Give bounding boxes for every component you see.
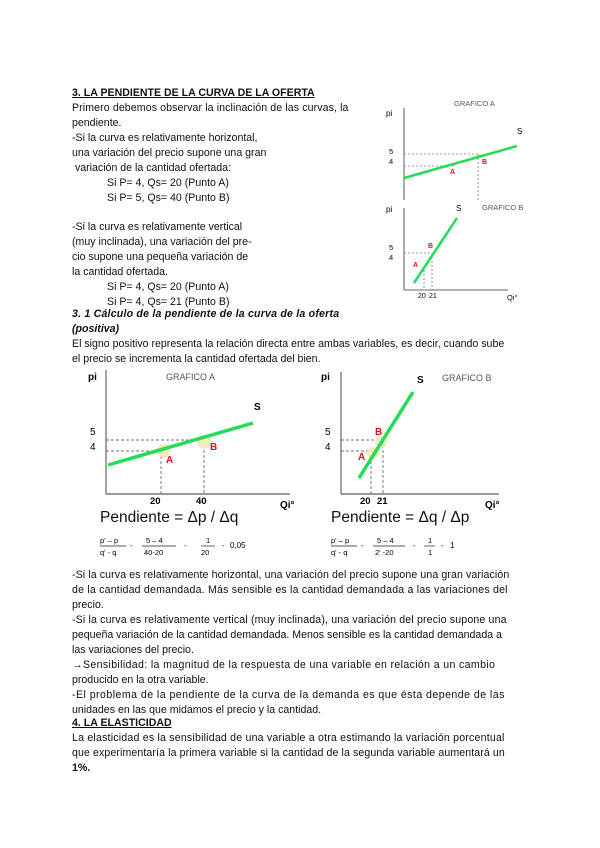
calc-a-den-3: 20	[201, 548, 210, 557]
graph-a-curve	[108, 423, 253, 465]
calc-a-eq-1: -	[130, 541, 133, 550]
calc-b-num-2: 5 – 4	[377, 536, 394, 545]
graph-b-tick-4: 4	[325, 442, 331, 453]
graph-b-q-axis: Qi°	[485, 500, 500, 511]
explain-line-2: de la cantidad demandada. Más sensible es la cantidad demandada a las variaciones del	[72, 584, 508, 596]
calc-a-den-1: q' - q	[100, 548, 117, 557]
graph-a	[80, 362, 310, 514]
section31-body-line1: El signo positivo representa la relación directa entre ambas variables, es decir, cuando sube	[72, 338, 505, 350]
small-a-curve	[404, 146, 517, 178]
horizontal-text-2: una variación del precio supone una gran	[72, 147, 267, 159]
small-a-tick-5: 5	[389, 147, 394, 156]
graph-b-calculation	[331, 534, 481, 558]
graph-b-point-a: A	[358, 452, 366, 463]
calc-a-eq-2: -	[184, 541, 187, 550]
small-a-point-a: A	[450, 169, 456, 176]
section3-heading: 3. LA PENDIENTE DE LA CURVA DE LA OFERTA	[72, 87, 315, 99]
small-b-s-label: S	[456, 204, 462, 213]
section31-body-line2: el precio se incrementa la cantidad ofertada del bien.	[72, 353, 321, 365]
graph-b-point-b: B	[375, 427, 383, 438]
section3-intro-line1: Primero debemos observar la inclinación de las curvas, la	[72, 102, 349, 114]
small-b-point-b: B	[428, 243, 434, 250]
small-a-point-b: B	[482, 159, 488, 166]
horizontal-case-a: Si P= 4, Qs= 20 (Punto A)	[107, 177, 229, 189]
calc-a-den-2: 40-20	[144, 548, 164, 557]
small-a-title: GRAFICO A	[454, 99, 495, 108]
calc-b-den-2: 2' -20	[375, 548, 394, 557]
explain-line-8: producido en la otra variable.	[72, 674, 209, 686]
graph-b-title: GRAFICO B	[442, 373, 492, 383]
calc-a-num-2: 5 – 4	[146, 536, 163, 545]
small-b-tick-20: 20	[418, 293, 426, 300]
graph-a-formula: Pendiente = Δp / Δq	[100, 509, 239, 526]
graph-b-curve	[359, 392, 413, 478]
graph-a-p-axis: pi	[88, 372, 97, 383]
graph-a-tick-20: 20	[150, 496, 161, 507]
vertical-text-1: -Si la curva es relativamente vertical	[72, 221, 243, 233]
section4-body-line2: que experimentaría la primera variable si la cantidad de la segunda variable aumentará un	[72, 747, 505, 759]
horizontal-case-b: Si P= 5, Qs= 40 (Punto B)	[107, 192, 230, 204]
vertical-text-4: la cantidad ofertada.	[72, 266, 169, 278]
small-graphs	[380, 90, 540, 308]
calc-b-den-3: 1	[428, 548, 433, 557]
vertical-text-3: cio supone una pequeña variación de	[72, 251, 249, 263]
calc-a-num-3: 1	[206, 536, 211, 545]
calc-a-eq-3: -	[222, 541, 225, 550]
horizontal-text-3: variación de la cantidad ofertada:	[72, 162, 232, 174]
graph-b-tick-5: 5	[325, 427, 331, 438]
small-b-tick-5: 5	[389, 243, 394, 252]
vertical-case-b: Si P= 4, Qs= 21 (Punto B)	[107, 296, 230, 308]
small-a-s-label: S	[517, 127, 523, 136]
explain-line-6: las variaciones del precio.	[72, 644, 194, 656]
calc-b-eq-3: -	[441, 541, 444, 550]
section4-heading: 4. LA ELASTICIDAD	[72, 717, 172, 729]
vertical-text-2: (muy inclinada), una variación del pre-	[72, 236, 252, 248]
graph-a-point-a: A	[166, 455, 174, 466]
graph-b	[315, 362, 515, 514]
small-a-p-axis: pi	[386, 109, 393, 118]
small-b-tick-21: 21	[429, 293, 437, 300]
section4-body-line1: La elasticidad es la sensibilidad de una variable a otra estimando la variación porcentual	[72, 732, 505, 744]
vertical-case-a: Si P= 4, Qs= 20 (Punto A)	[107, 281, 229, 293]
horizontal-text-1: -Si la curva es relativamente horizontal,	[72, 132, 258, 144]
explain-line-9: -El problema de la pendiente de la curva de la demanda es que ésta depende de las	[72, 689, 505, 701]
calc-a-result: 0,05	[230, 541, 246, 550]
small-b-tick-4: 4	[389, 253, 394, 262]
explain-line-3: precio.	[72, 599, 104, 611]
small-b-q-axis: Qi°	[507, 293, 518, 302]
explain-line-7: →Sensibilidad: la magnitud de la respuesta de una variable en relación a un cambio	[72, 659, 496, 671]
graph-a-tick-4: 4	[90, 442, 96, 453]
calc-b-den-1: q' - q	[331, 548, 348, 557]
calc-a-num-1: p' – p	[100, 536, 119, 545]
graph-a-point-b: B	[210, 442, 218, 453]
graph-a-calculation	[100, 534, 260, 558]
calc-b-num-3: 1	[428, 536, 433, 545]
graph-a-s-label: S	[254, 402, 261, 413]
graph-a-title: GRAFICO A	[166, 372, 216, 382]
small-b-p-axis: pi	[386, 205, 393, 214]
explain-line-4: -Si la curva es relativamente vertical (muy inclinada), una variación del precio supone una	[72, 614, 507, 626]
graph-a-tick-5: 5	[90, 427, 96, 438]
graph-b-tick-20: 20	[360, 496, 371, 507]
graph-b-formula: Pendiente = Δq / Δp	[331, 509, 470, 526]
explain-line-10: unidades en las que midamos el precio y la cantidad.	[72, 704, 322, 716]
small-b-title: GRAFICO B	[482, 203, 524, 212]
graph-a-tick-40: 40	[196, 496, 207, 507]
small-a-tick-4: 4	[389, 157, 394, 166]
calc-b-eq-1: -	[361, 541, 364, 550]
small-b-point-a: A	[413, 262, 419, 269]
section31-heading-line2: (positiva)	[72, 323, 120, 335]
calc-b-num-1: p' – p	[331, 536, 350, 545]
graph-b-s-label: S	[417, 375, 424, 386]
graph-b-p-axis: pi	[321, 372, 330, 383]
section4-body-line3: 1%.	[72, 762, 91, 774]
graph-b-tick-21: 21	[377, 496, 388, 507]
calc-b-eq-2: -	[413, 541, 416, 550]
calc-b-result: 1	[450, 541, 455, 550]
section31-heading-line1: 3. 1 Cálculo de la pendiente de la curva de la oferta	[72, 308, 340, 320]
small-b-curve	[414, 218, 457, 283]
section3-intro-line2: pendiente.	[72, 117, 122, 129]
graph-a-q-axis: Qi°	[280, 500, 295, 511]
explain-line-1: -Si la curva es relativamente horizontal, una variación del precio supone una gran variación	[72, 569, 510, 581]
explain-line-5: pequeña variación de la cantidad demandada. Menos sensible es la cantidad demandada a	[72, 629, 502, 641]
